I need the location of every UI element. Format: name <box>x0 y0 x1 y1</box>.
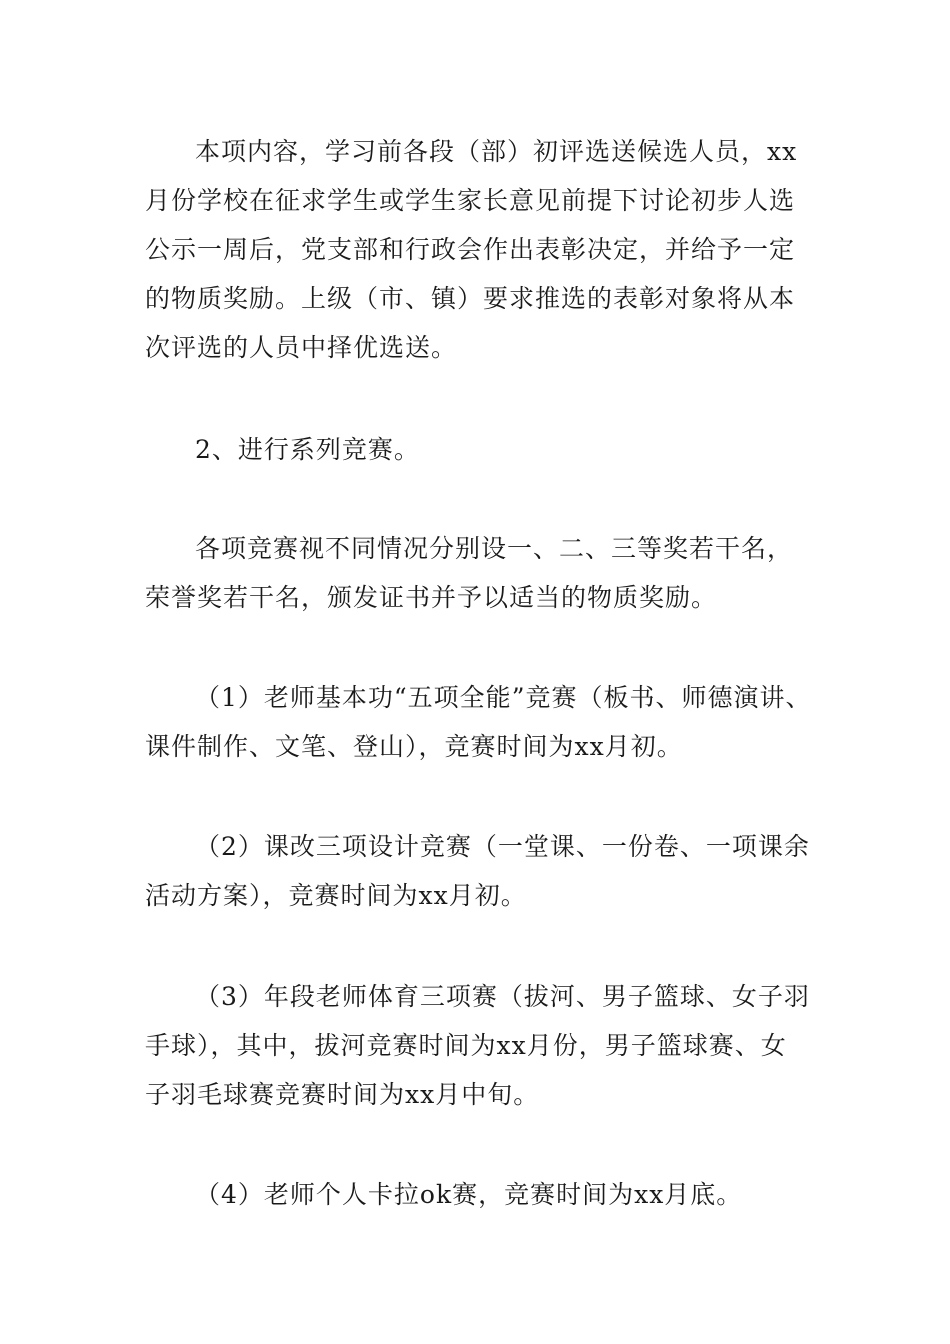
paragraph-item-1: （1）老师基本功“五项全能”竞赛（板书、师德演讲、课件制作、文笔、登山），竞赛时间为xx月初。 <box>145 683 812 761</box>
paragraph-award-settings: 各项竞赛视不同情况分别设一、二、三等奖若干名，荣誉奖若干名，颁发证书并予以适当的物质奖励。 <box>145 534 794 612</box>
paragraph-selection-process: 本项内容，学习前各段（部）初评选送候选人员，xx月份学校在征求学生或学生家长意见前提下讨论初步人选公示一周后，党支部和行政会作出表彰决定，并给予一定的物质奖励。上级（市、镇）要求推选的表彰对象将从本次评选的人员中择优选送。 <box>145 137 798 362</box>
paragraph-item-3: （3）年段老师体育三项赛（拔河、男子篮球、女子羽手球），其中，拔河竞赛时间为xx月份，男子篮球赛、女子羽毛球赛竞赛时间为xx月中旬。 <box>145 982 810 1109</box>
paragraph-section-heading: 2、进行系列竞赛。 <box>195 435 420 464</box>
paragraph-item-4: （4）老师个人卡拉ok赛，竞赛时间为xx月底。 <box>195 1180 743 1209</box>
paragraph-item-2: （2）课改三项设计竞赛（一堂课、一份卷、一项课余活动方案），竞赛时间为xx月初。 <box>145 832 810 910</box>
